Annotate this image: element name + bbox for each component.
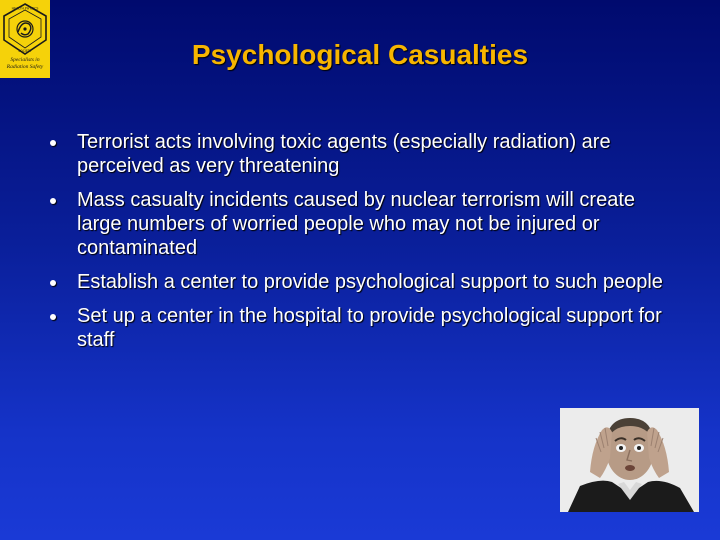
bullet-dot-icon xyxy=(50,314,56,320)
svg-text:HEALTH PHYSICS: HEALTH PHYSICS xyxy=(11,6,39,11)
bullet-dot-icon xyxy=(50,140,56,146)
logo-caption-line2: Radiation Safety xyxy=(6,64,44,70)
bullet-text: Establish a center to provide psychological support to such people xyxy=(77,271,663,293)
bullet-item xyxy=(46,270,666,294)
bullet-item xyxy=(46,188,666,260)
bullet-dot-icon xyxy=(50,280,56,286)
worried-man-photo xyxy=(560,408,699,512)
bullet-dot-icon xyxy=(50,198,56,204)
slide-title: Psychological Casualties xyxy=(191,39,529,70)
bullet-text: Terrorist acts involving toxic agents (especially radiation) are perceived as very threatening xyxy=(77,131,611,177)
worried-man-illustration xyxy=(560,408,699,512)
svg-text:SOCIETY: SOCIETY xyxy=(18,49,32,53)
bullet-item xyxy=(46,304,666,352)
bullet-text: Set up a center in the hospital to provide psychological support for staff xyxy=(77,305,662,351)
bullet-text: Mass casualty incidents caused by nuclear terrorism will create large numbers of worried people who may not be injured or contaminated xyxy=(77,189,635,259)
bullet-list xyxy=(46,130,666,362)
logo-caption-line1: Specialists in xyxy=(10,57,40,63)
bullet-item xyxy=(46,130,666,178)
